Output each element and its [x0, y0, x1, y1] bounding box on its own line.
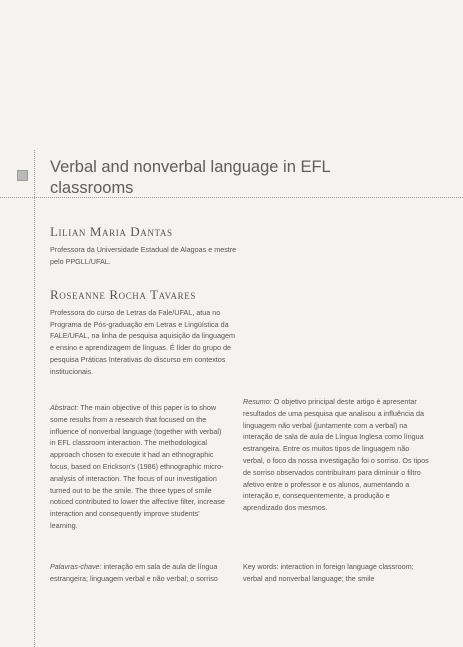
abstract-paragraph — [50, 402, 228, 532]
author-name-1: Lilian Maria Dantas — [50, 224, 173, 239]
vertical-dotted-rule — [34, 150, 35, 647]
resumo-paragraph — [243, 396, 429, 514]
palavras-chave-label: Palavras-chave: — [50, 562, 102, 571]
palavras-chave-text: interação em sala de aula de língua estrangeira; linguagem verbal e não verbal; o sorriso — [50, 562, 218, 583]
abstract-label: Abstract: — [50, 403, 79, 412]
resumo-text: O objetivo principal deste artigo é apresentar resultados de uma pesquisa que analisou a influência da linguagem não verbal (juntamente com a verbal) na interação de sala de aula de Língua Inglesa como língua estrangeira. Entre os muitos tipos de linguagem não verbal, o foco da nossa investigação foi o sorriso. Os tipos de sorriso observados contribuíram para diminuir o filtro afetivo entre o professor e os alunos, aumentando a interação e, consequentemente, a produção e aprendizado dos mesmos. — [243, 397, 429, 513]
author-affiliation-1: Professora da Universidade Estadual de Alagoas e mestre pelo PPGLL/UFAL. — [50, 245, 237, 266]
author-affiliation-2: Professora do curso de Letras da Fale/UFAL, atua no Programa de Pós-graduação em Letras e Lingüística da FALE/UFAL, na linha de pesquisa aquisição da linguagem e ensino e aprendizagem de línguas. É líder do grupo de pesquisa Práticas Interativas do discurso em contextos institucionais. — [50, 308, 235, 376]
article-title: Verbal and nonverbal language in EFL classrooms — [50, 158, 331, 197]
author-name-2: Roseanne Rocha Tavares — [50, 287, 196, 302]
keywords-text: interaction in foreign language classroom; verbal and nonverbal language; the smile — [243, 562, 414, 583]
keywords-label: Key words: — [243, 562, 279, 571]
section-marker-square — [17, 170, 28, 181]
keywords-paragraph — [243, 561, 429, 585]
resumo-label: Resumo: — [243, 397, 272, 406]
palavras-chave-paragraph — [50, 561, 228, 585]
abstract-text: The main objective of this paper is to show some results from a research that focused on the influence of nonverbal language (together with verbal) in EFL classroom interaction. The methodological approach chosen to execute it had an ethnographic focus, based on Erickson's (1986) ethnographic micro-analysis of interaction. The focus of our investigation turned out to be the smile. The three types of smile noticed contributed to lower the affective filter, increase interaction and consequently improve students' learning. — [50, 403, 225, 530]
